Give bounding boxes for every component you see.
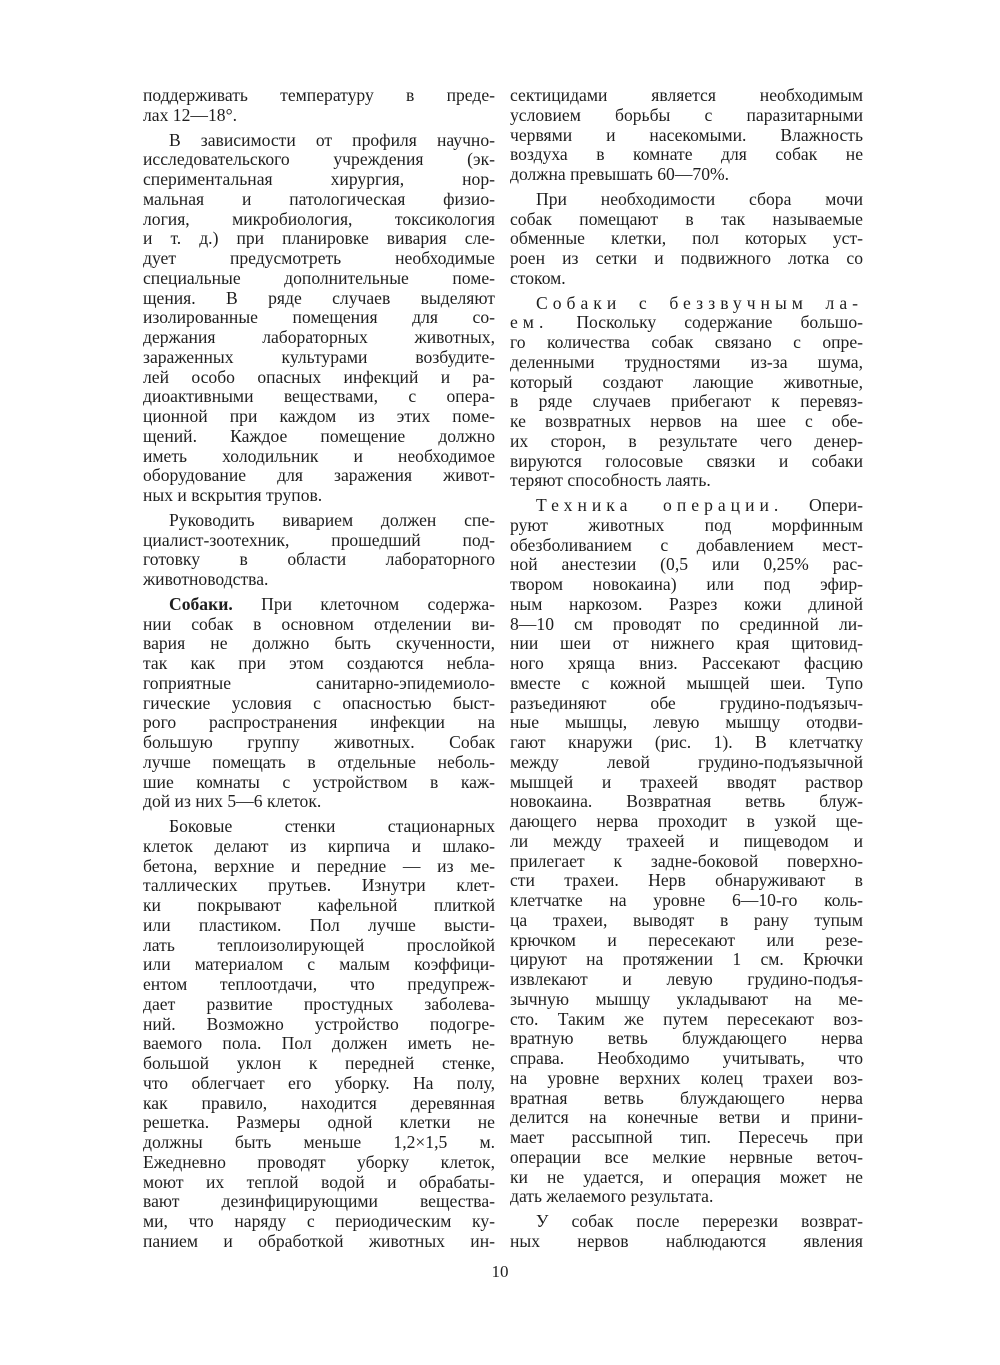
text-line: готовку в области лабораторного	[143, 549, 495, 570]
text-line: моют их теплой водой и обрабаты-	[143, 1171, 495, 1192]
text-line: ных и вскрытия трупов.	[143, 485, 323, 505]
text-line: ционной при каждом из этих поме-	[143, 406, 495, 426]
text-line: диоактивными веществами, с опера-	[143, 386, 495, 407]
text-line: стоком.	[510, 267, 566, 288]
text-line: справа. Необходимо учитывать, что	[510, 1048, 863, 1068]
text-line: деленными трудностями из-за шума,	[510, 351, 863, 372]
text-line: гоприятные санитарно-эпидемиоло-	[143, 672, 495, 693]
text-line	[510, 313, 863, 333]
text-line: дает развитие простудных заболева-	[143, 993, 495, 1014]
text-line: лать теплоизолирующей прослойкой	[143, 934, 495, 955]
text-line: делится на конечные ветви и прини-	[510, 1107, 863, 1128]
text-line: изолированные помещения для со-	[143, 307, 495, 328]
text-run: При клеточном содержа-	[232, 593, 495, 614]
text-line: ке возвратных нервов на шее с обе-	[510, 411, 863, 431]
text-line: щений. Каждое помещение должно	[143, 425, 495, 446]
paragraph	[143, 131, 495, 506]
text-line: зычную мышцу укладывают на ме-	[510, 988, 863, 1009]
text-line: вают дезинфицирующими вещества-	[143, 1191, 495, 1212]
text-line: ного хряща вниз. Рассекают фасцию	[510, 653, 863, 673]
text-line: циалист-зоотехник, прошедший под-	[143, 529, 495, 550]
text-line: ки не удается, и операция может не	[510, 1166, 863, 1187]
text-line: Ежедневно проводят уборку клеток,	[143, 1151, 495, 1172]
text-line: или пластиком. Пол лучше высти-	[143, 914, 495, 935]
text-line: гические условия с опасностью быст-	[143, 692, 495, 713]
text-line: разъединяют обе грудино-подъязыч-	[510, 692, 863, 713]
run-in-heading: ем.	[510, 312, 549, 333]
text-line: нии шеи от нижнего края щитовид-	[510, 633, 863, 654]
paragraph	[510, 1212, 863, 1252]
text-line: должна превышать 60—70%.	[510, 164, 730, 184]
text-line: воздуха в комнате для собак не	[510, 144, 863, 165]
text-line: вратную ветвь блуждающего нерва	[510, 1028, 863, 1049]
text-line: между левой грудино-подъязычной	[510, 751, 863, 772]
text-line: ки покрывают кафельной плиткой	[143, 895, 495, 915]
text-run: Опери-	[783, 495, 864, 515]
text-line: крючком и пересекают или резе-	[510, 929, 863, 950]
paragraph	[510, 190, 863, 289]
text-line: твором новокаина) или под эфир-	[510, 574, 863, 594]
text-line: сектицидами является необходимым	[510, 85, 863, 105]
text-line: нии собак в основном отделении ви-	[143, 613, 495, 634]
text-line: вратная ветвь блуждающего нерва	[510, 1087, 863, 1108]
text-line: который создают лающие животные,	[510, 371, 863, 392]
text-line: ний. Возможно устройство подогре-	[143, 1013, 495, 1034]
text-line: мает рассыпной тип. Пересечь при	[510, 1127, 863, 1147]
text-line: ца трахеи, выводят в рану тупым	[510, 909, 863, 930]
text-line: спериментальная хирургия, нор-	[143, 169, 495, 189]
text-line: животноводства.	[143, 569, 269, 589]
text-line: в ряде случаев прибегают к перевяз-	[510, 391, 863, 412]
page-number: 10	[491, 1262, 509, 1281]
text-line: таллических прутьев. Изнутри клет-	[143, 875, 495, 896]
text-line: ентом теплоотдачи, что предупреж-	[143, 974, 495, 994]
text-line: мальная и патологическая физио-	[143, 188, 495, 209]
text-line: держания лабораторных животных,	[143, 327, 495, 347]
run-in-heading: Собаки.	[169, 593, 233, 614]
text-run: Поскольку содержание большо-	[548, 312, 863, 333]
text-line: ных нервов наблюдаются явления	[510, 1230, 863, 1251]
text-line: собак помещают в так называемые	[510, 208, 863, 229]
paragraph	[510, 86, 863, 185]
text-line: их сторон, в результате чего денер-	[510, 430, 863, 451]
text-line: В зависимости от профиля научно-	[169, 129, 495, 150]
text-line: зараженных культурами возбудите-	[143, 346, 495, 367]
text-line: специальные дополнительные поме-	[143, 267, 495, 288]
run-in-heading: Техника операции.	[536, 495, 784, 515]
text-line: панием и обработкой животных ин-	[143, 1230, 495, 1251]
text-line: лах 12—18°.	[143, 104, 237, 125]
text-line: вируются голосовые связки и собаки	[510, 450, 863, 471]
text-line: должны быть меньше 1,2×1,5 м.	[143, 1132, 495, 1152]
paragraph	[143, 86, 495, 126]
text-line	[510, 294, 863, 314]
text-line: ные мышцы, левую мышцу отодви-	[510, 712, 863, 733]
text-line: что облегчает его уборку. На полу,	[143, 1072, 495, 1093]
text-line: большую группу животных. Собак	[143, 732, 495, 752]
text-line: так как при этом создаются небла-	[143, 653, 495, 673]
text-line: бетона, верхние и передние — из ме-	[143, 855, 495, 876]
text-line: дует предусмотреть необходимые	[143, 248, 495, 268]
text-line: ми, что наряду с периодическим ку-	[143, 1211, 495, 1231]
text-line: вместе с кожной мышцей шеи. Тупо	[510, 672, 863, 693]
text-line: руют животных под морфинным	[510, 514, 863, 535]
text-line: условием борьбы с паразитарными	[510, 104, 863, 125]
text-line: цируют на протяжении 1 см. Крючки	[510, 949, 863, 970]
text-line: сто. Таким же путем пересекают воз-	[510, 1008, 863, 1029]
text-line: или материалом с малым коэффици-	[143, 954, 495, 975]
text-line: исследовательского учреждения (эк-	[143, 149, 495, 170]
text-line: иметь холодильник и необходимое	[143, 445, 495, 466]
text-line: на уровне верхних колец трахеи воз-	[510, 1067, 863, 1088]
paragraph	[143, 817, 495, 1252]
text-line: операции все мелкие нервные веточ-	[510, 1146, 863, 1167]
text-line: поддерживать температуру в преде-	[143, 85, 495, 105]
text-line: обезболиванием с добавлением мест-	[510, 534, 863, 555]
text-line: ной анестезии (0,5 или 0,25% рас-	[510, 554, 863, 575]
text-line: 8—10 см проводят по срединной ли-	[510, 613, 863, 634]
text-line: лей особо опасных инфекций и ра-	[143, 366, 495, 387]
text-line: прилегает к задне-боковой поверхно-	[510, 850, 863, 871]
text-line: новокаина. Возвратная ветвь блуж-	[510, 791, 863, 812]
text-line: роен из сетки и подвижного лотка со	[510, 248, 863, 268]
text-line: шие комнаты с устройством в каж-	[143, 771, 495, 792]
paragraph	[510, 496, 863, 1207]
text-line: логия, микробиология, токсикология	[143, 208, 495, 229]
text-line: вария не должно быть скученности,	[143, 633, 495, 654]
text-line: ваемого пола. Пол должен иметь не-	[143, 1033, 495, 1054]
text-line: ным наркозом. Разрез кожи длиной	[510, 593, 863, 614]
text-line: большой уклон к передней стенке,	[143, 1053, 495, 1073]
text-line: дать желаемого результата.	[510, 1186, 714, 1207]
text-line: дающего нерва проходит в узкой ще-	[510, 811, 863, 831]
text-line: оборудование для заражения живот-	[143, 465, 495, 486]
text-line: червями и насекомыми. Влажность	[510, 124, 863, 145]
text-line: дой из них 5—6 клеток.	[143, 791, 322, 812]
text-line	[143, 595, 495, 615]
text-line: клетчатке на уровне 6—10-го коль-	[510, 890, 863, 910]
text-line: теряют способность лаять.	[510, 470, 711, 491]
text-line: обменные клетки, пол которых уст-	[510, 228, 863, 249]
text-line: сти трахеи. Нерв обнаруживают в	[510, 870, 863, 891]
text-line: и т. д.) при планировке вивария сле-	[143, 228, 495, 249]
text-line: Боковые стенки стационарных	[169, 816, 495, 836]
text-column-left	[143, 86, 495, 1257]
text-line: Руководить виварием должен спе-	[169, 509, 495, 530]
text-line: извлекают и левую грудино-подъя-	[510, 969, 863, 989]
text-line: ли между трахеей и пищеводом и	[510, 830, 863, 851]
text-line: гают кнаружи (рис. 1). В клетчатку	[510, 732, 863, 752]
text-line: как правило, находится деревянная	[143, 1092, 495, 1113]
text-line	[510, 496, 863, 516]
run-in-heading: Собаки с беззвучным ла-	[536, 292, 863, 313]
text-line: щения. В ряде случаев выделяют	[143, 287, 495, 308]
paragraph	[510, 294, 863, 492]
text-line: рого распространения инфекции на	[143, 712, 495, 733]
text-line: У собак после перерезки возврат-	[536, 1211, 863, 1231]
paragraph	[143, 595, 495, 812]
paragraph	[143, 511, 495, 590]
text-line: При необходимости сбора мочи	[536, 188, 863, 209]
text-line: клеток делают из кирпича и шлако-	[143, 835, 495, 856]
text-line: решетка. Размеры одной клетки не	[143, 1112, 495, 1133]
text-line: го количества собак связано с опре-	[510, 332, 863, 352]
text-line: мышцей и трахеей вводят раствор	[510, 771, 863, 792]
text-line: лучше помещать в отдельные неболь-	[143, 751, 495, 772]
text-column-right	[510, 86, 863, 1257]
